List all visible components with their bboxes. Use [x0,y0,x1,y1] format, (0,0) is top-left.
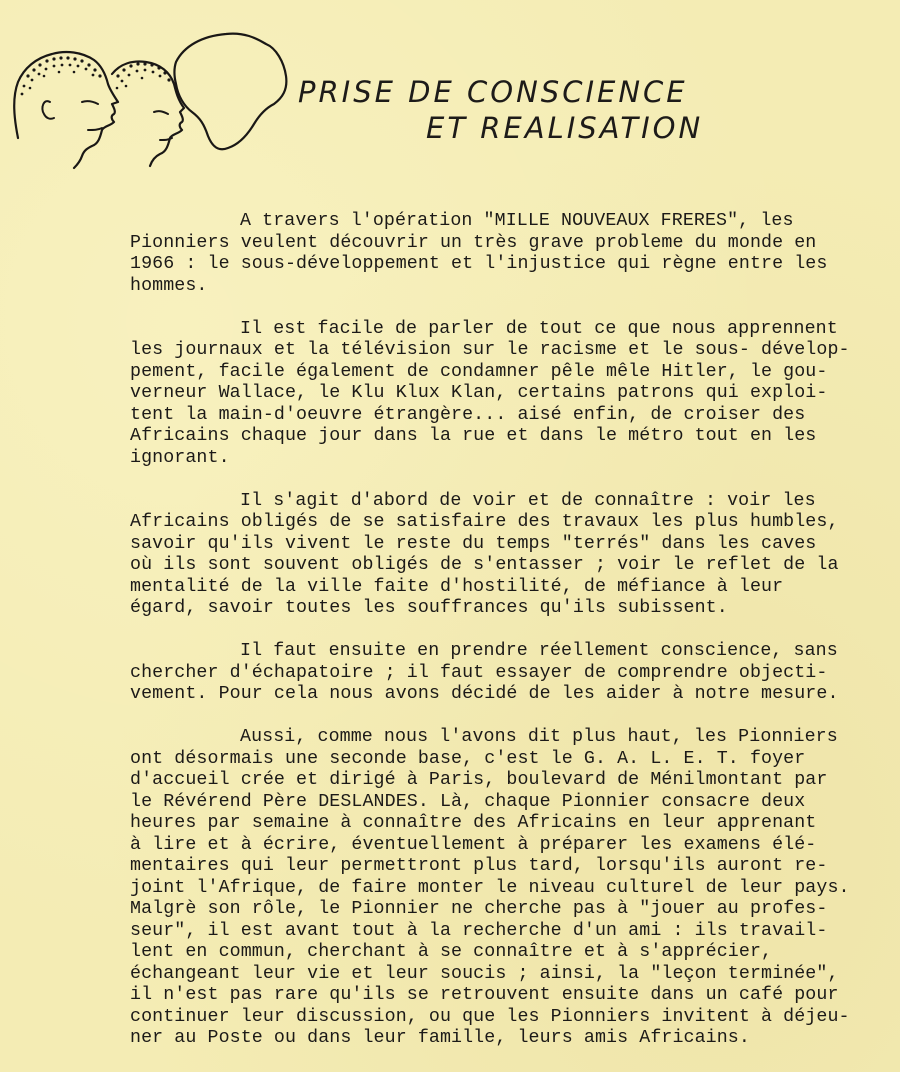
paragraph-3: Il s'agit d'abord de voir et de connaître : voir les Africains obligés de se satisfaire des travaux les plus humbles, savoir qu'ils vivent le reste du temps "terrés" dans les caves où ils sont souvent obligés de s'entasser ; voir le reflet de la mentalité de la ville faite d'hostilité, de méfiance à leur égard, savoir toutes les souffrances qu'ils subissent. [130,490,839,618]
title-line-1: PRISE DE CONSCIENCE [298,75,688,109]
paragraph-2: Il est facile de parler de tout ce que nous apprennent les journaux et la télévision sur le racisme et le sous- dévelop- pement, facile également de condamner pêle mêle Hitler, le gou- verneur Wallace, le Klu Klux Klan, certains patrons qui exploi- tent la main-d'oeuvre étrangère... aisé enfin, de croiser des Africains chaque jour dans la rue et dans le métro tout en les ignorant. [130,318,850,468]
middle-face-outline [112,62,184,167]
page-title [298,74,703,146]
article-body [130,211,860,1071]
paragraph-1: A travers l'opération "MILLE NOUVEAUX FRERES", les Pionniers veulent découvrir un très grave probleme du monde en 1966 : le sous-développement et l'injustice qui règne entre les hommes. [130,211,828,296]
left-face-outline [14,52,118,168]
middle-hair-stipple [116,62,171,89]
africa-outline [175,34,287,150]
paragraph-4: Il faut ensuite en prendre réellement conscience, sans chercher d'échapatoire ; il faut essayer de comprendre objecti- vement. Pour cela nous avons décidé de les aider à notre mesure. [130,641,839,704]
paragraph-5: Aussi, comme nous l'avons dit plus haut, les Pionniers ont désormais une seconde base, c'est le G. A. L. E. T. foyer d'accueil crée et dirigé à Paris, boulevard de Ménilmontant par le Révérend Père DESLANDES. Là, chaque Pionnier consacre deux heures par semaine à connaître des Africains en leur apprenant à lire et à écrire, éventuellement à préparer les examens élé- mentaires qui leur permettront plus tard, lorsqu'ils auront re- joint l'Afrique, de faire monter le niveau culturel de leur pays. Malgrè son rôle, le Pionnier ne cherche pas à "jouer au profes- seur", il est avant tout à la recherche d'un ami : ils travail- lent en commun, cherchant à se connaître et à s'apprécier, échangeant leur vie et leur soucis ; ainsi, la "leçon terminée", il n'est pas rare qu'ils se retrouvent ensuite dans un café pour continuer leur discussion, ou que les Pionniers invitent à déjeu- ner au Poste ou dans leur famille, leurs amis Africains. [130,727,850,1048]
faces-and-africa-illustration [4,18,294,170]
title-line-2: ET REALISATION [426,111,704,145]
